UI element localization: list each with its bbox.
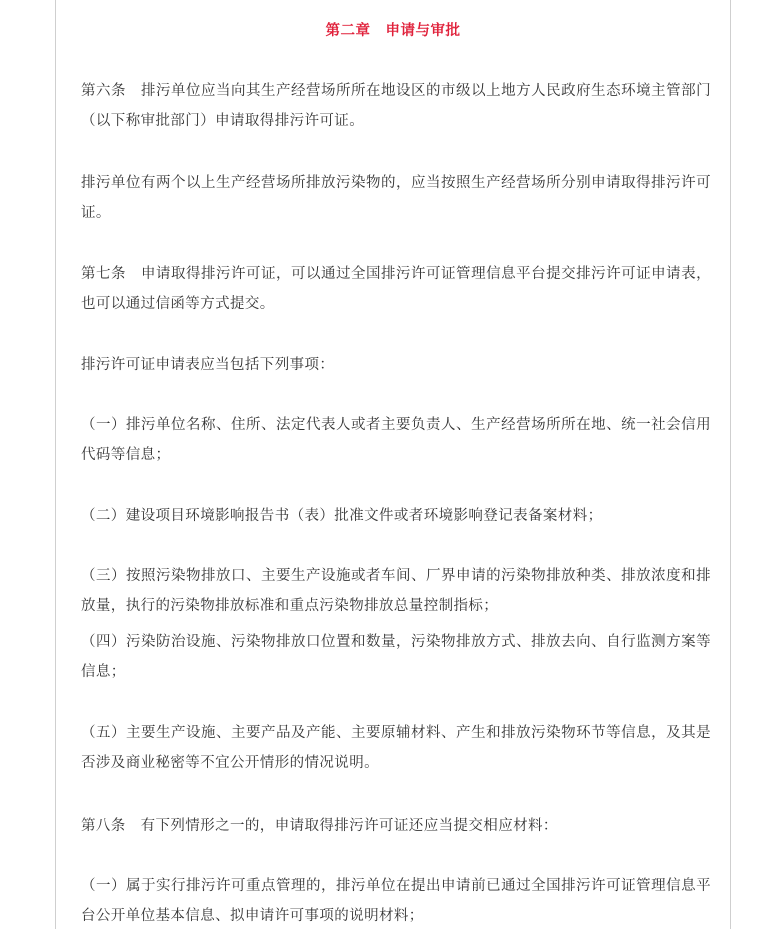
article-7-paragraph: 第七条 申请取得排污许可证，可以通过全国排污许可证管理信息平台提交排污许可证申请表，也可以通过信函等方式提交。 [81, 266, 711, 312]
application-item-3: （三）按照污染物排放口、主要生产设施或者车间、厂界申请的污染物排放种类、排放浓度和排放量，执行的污染物排放标准和重点污染物排放总量控制指标； [81, 568, 711, 614]
application-item-2: （二）建设项目环境影响报告书（表）批准文件或者环境影响登记表备案材料； [81, 508, 603, 524]
application-item-5: （五）主要生产设施、主要产品及产能、主要原辅材料、产生和排放污染物环节等信息，及其是否涉及商业秘密等不宜公开情形的情况说明。 [81, 725, 711, 771]
article-8-paragraph: 第八条 有下列情形之一的，申请取得排污许可证还应当提交相应材料： [81, 818, 558, 834]
application-item-1: （一）排污单位名称、住所、法定代表人或者主要负责人、生产经营场所所在地、统一社会信用代码等信息； [81, 417, 711, 463]
article-8-item-1: （一）属于实行排污许可重点管理的，排污单位在提出申请前已通过全国排污许可证管理信息平台公开单位基本信息、拟申请许可事项的说明材料； [81, 878, 711, 924]
article-6-paragraph: 第六条 排污单位应当向其生产经营场所所在地设区的市级以上地方人民政府生态环境主管部门（以下称审批部门）申请取得排污许可证。 [81, 83, 711, 129]
application-form-items-intro: 排污许可证申请表应当包括下列事项： [81, 357, 335, 373]
document-page [55, 0, 731, 929]
application-item-4: （四）污染防治设施、污染物排放口位置和数量，污染物排放方式、排放去向、自行监测方案等信息； [81, 634, 711, 680]
chapter-title: 第二章 申请与审批 [325, 23, 461, 39]
article-6-clause-2-paragraph: 排污单位有两个以上生产经营场所排放污染物的，应当按照生产经营场所分别申请取得排污许可证。 [81, 175, 711, 221]
